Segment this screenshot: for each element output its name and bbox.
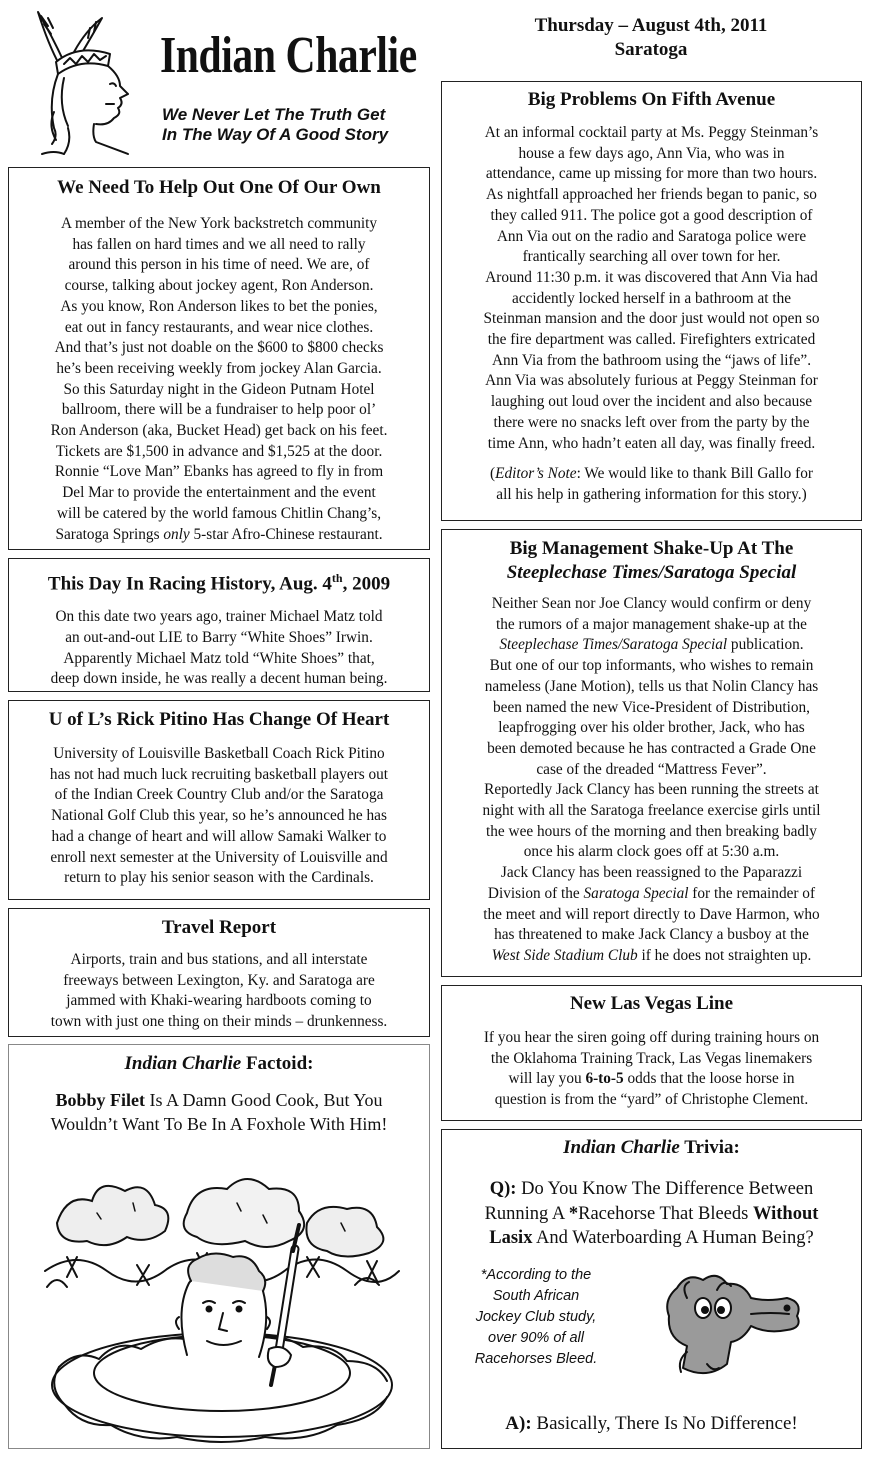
text-line: house a few days ago, Ann Via, who was in — [518, 144, 785, 162]
text-line: once his alarm clock goes off at 5:30 a.m. — [523, 843, 780, 861]
text-line: Saratoga Springs only 5-star Afro-Chinese restaurant. — [55, 525, 383, 543]
article-body — [9, 214, 429, 545]
text-line: Ron Anderson (aka, Bucket Head) get back on his feet. — [50, 422, 388, 440]
text-line: case of the dreaded “Mattress Fever”. — [536, 760, 767, 778]
text-line: time Ann, who hadn’t eaten all day, was finally freed. — [487, 434, 816, 452]
text-line: will be catered by the world famous Chitlin Chang’s, — [56, 504, 382, 522]
text-line: If you hear the siren going off during training hours on — [483, 1029, 820, 1046]
text-line: course, talking about jockey agent, Ron Anderson. — [64, 277, 374, 295]
text-line: leapfrogging over his older brother, Jack, who has — [498, 719, 805, 737]
article-body — [9, 607, 429, 690]
text-line: return to play his senior season with the Cardinals. — [64, 869, 374, 887]
text-line: Around 11:30 p.m. it was discovered that Ann Via had — [485, 268, 818, 286]
text-line: the fire department was called. Firefighters extricated — [487, 331, 816, 349]
trivia-question — [442, 1177, 861, 1251]
article-body — [9, 950, 429, 1033]
text-line: the wee hours of the morning and then breaking badly — [486, 822, 817, 840]
text-line: accidently locked herself in a bathroom at the — [511, 289, 792, 307]
text-line: question is from the “yard” of Christophe Clement. — [494, 1091, 809, 1109]
article-fifth-avenue — [441, 81, 862, 521]
masthead-logo — [8, 4, 158, 162]
text-line: A member of the New York backstretch community — [60, 215, 378, 232]
indian-head-icon — [8, 4, 158, 162]
text-line: National Golf Club this year, so he’s announced he has — [51, 807, 387, 825]
text-line: deep down inside, he was really a decent human being. — [50, 670, 388, 688]
article-title: U of L’s Rick Pitino Has Change Of Heart — [48, 709, 390, 730]
text-line: As you know, Ron Anderson likes to bet the ponies, — [60, 297, 378, 315]
masthead-tagline-2: In The Way Of A Good Story — [162, 125, 389, 144]
article-body — [9, 744, 429, 889]
text-line: has not had much luck recruiting basketball players out — [49, 765, 389, 783]
text-line: an out-and-out LIE to Barry “White Shoes” Irwin. — [65, 629, 373, 647]
text-line: town with just one thing on their minds – drunkenness. — [50, 1013, 388, 1031]
text-line: all his help in gathering information for this story.) — [496, 485, 807, 503]
text-line: Airports, train and bus stations, and all interstate — [70, 951, 368, 968]
text-line: has fallen on hard times and we all need to rally — [72, 235, 366, 253]
article-las-vegas-line — [441, 985, 862, 1121]
article-travel-report — [8, 908, 430, 1037]
text-line: Running A *Racehorse That Bleeds Without — [484, 1203, 819, 1224]
text-line: Ann Via from the bathroom using the “jaws of life”. — [491, 351, 812, 369]
text-line: West Side Stadium Club if he does not straighten up. — [491, 946, 812, 964]
text-line: Jack Clancy has been reassigned to the Paparazzi — [500, 864, 803, 882]
text-line: the meet and will report directly to Dave Harmon, who — [483, 905, 820, 923]
article-body — [442, 123, 861, 506]
text-line: around this person in his time of need. We are, of — [68, 256, 370, 274]
trivia-title: Indian Charlie Trivia: — [563, 1137, 740, 1158]
trivia-answer: A): Basically, There Is No Difference! — [505, 1413, 798, 1434]
text-line: will lay you 6-to-5 odds that the loose horse in — [508, 1070, 795, 1088]
text-line: the Oklahoma Training Track, Las Vegas linemakers — [490, 1049, 813, 1067]
text-line: enroll next semester at the University of Louisville and — [50, 848, 388, 866]
article-title: Travel Report — [161, 917, 277, 938]
text-line: Wouldn’t Want To Be In A Foxhole With Him! — [50, 1114, 388, 1134]
text-line: has threatened to make Jack Clancy a busboy at the — [494, 926, 809, 944]
article-title: We Need To Help Out One Of Our Own — [57, 177, 381, 198]
text-line: eat out in fancy restaurants, and wear nice clothes. — [64, 318, 374, 336]
text-line: Bobby Filet Is A Damn Good Cook, But You — [55, 1090, 383, 1110]
text-line: attendance, came up missing for more than two hours. — [485, 165, 818, 183]
issue-date: Thursday – August 4th, 2011 — [534, 15, 768, 36]
cartoon-horse-icon — [647, 1268, 807, 1386]
text-line: there were no snacks left over from the party by the — [493, 413, 810, 431]
text-line: laughing out loud over the incident and also because — [490, 393, 813, 411]
text-line: Ann Via out on the radio and Saratoga police were — [496, 227, 807, 245]
text-line: the rumors of a major management shake-up at the — [496, 615, 807, 633]
text-line: had a change of heart and will allow Samaki Walker to — [51, 827, 387, 845]
text-line: So this Saturday night in the Gideon Putnam Hotel — [63, 380, 375, 398]
trivia-footnote: *According to the South African Jockey Club study, over 90% of all Racehorses Bleed. — [474, 1267, 598, 1367]
article-title: Big Problems On Fifth Avenue — [527, 89, 776, 110]
text-line: Steeplechase Times/Saratoga Special publication. — [499, 636, 804, 654]
text-line: been named the new Vice-President of Distribution, — [493, 698, 810, 716]
article-body — [442, 594, 861, 967]
trivia-box — [441, 1129, 862, 1449]
text-line: frantically searching all over town for her. — [522, 248, 781, 266]
article-racing-history — [8, 558, 430, 692]
chef-foxhole-illustration — [37, 1153, 407, 1443]
text-line: Lasix And Waterboarding A Human Being? — [489, 1228, 814, 1248]
text-line: University of Louisville Basketball Coach Rick Pitino — [53, 745, 385, 762]
text-line: Del Mar to provide the entertainment and the event — [62, 484, 376, 502]
text-line: Apparently Michael Matz told “White Shoes” that, — [63, 649, 375, 667]
text-line: (Editor’s Note: We would like to thank Bill Gallo for — [490, 465, 813, 483]
text-line: And that’s just not doable on the $600 to $800 checks — [54, 339, 384, 357]
text-line: Division of the Saratoga Special for the remainder of — [487, 884, 816, 902]
text-line: of the Indian Creek Country Club and/or the Saratoga — [54, 786, 384, 804]
article-management-shakeup — [441, 529, 862, 977]
text-line: Tickets are $1,500 in advance and $1,525 at the door. — [55, 442, 383, 460]
text-line: jammed with Khaki-wearing hardboots coming to — [66, 992, 372, 1010]
text-line: Reportedly Jack Clancy has been running the streets at — [484, 781, 819, 799]
text-line: Ronnie “Love Man” Ebanks has agreed to fly in from — [54, 463, 384, 481]
text-line: ballroom, there will be a fundraiser to help poor ol’ — [61, 401, 377, 419]
text-line: As nightfall approached her friends began to panic, so — [486, 186, 817, 204]
factoid-box — [8, 1044, 430, 1449]
text-line: he’s been receiving weekly from jockey Alan Garcia. — [56, 359, 382, 377]
text-line: night with all the Saratoga freelance exercise girls until — [482, 802, 821, 820]
text-line: At an informal cocktail party at Ms. Peggy Steinman’s — [484, 124, 819, 141]
masthead-title: Indian Charlie — [160, 27, 417, 84]
article-title: Big Management Shake-Up At The Steeplechase Times/Saratoga Special — [506, 538, 797, 583]
text-line: been demoted because he has contracted a Grade One — [487, 739, 816, 757]
text-line: nameless (Jane Motion), tells us that Nolin Clancy has — [484, 677, 819, 695]
text-line: Ann Via was absolutely furious at Peggy Steinman for — [485, 372, 818, 390]
text-line: Steinman mansion and the door just would not open so — [483, 310, 820, 328]
text-line: Q): Do You Know The Difference Between — [489, 1179, 814, 1199]
article-body — [442, 1028, 861, 1111]
text-line: On this date two years ago, trainer Michael Matz told — [55, 608, 383, 626]
article-title: New Las Vegas Line — [569, 993, 734, 1014]
factoid-title: Indian Charlie Factoid: — [124, 1053, 314, 1074]
issue-location: Saratoga — [614, 39, 688, 60]
text-line: But one of our top informants, who wishes to remain — [489, 657, 814, 675]
text-line: freeways between Lexington, Ky. and Saratoga are — [63, 971, 375, 989]
text-line: they called 911. The police got a good description of — [490, 206, 813, 224]
article-help-ron-anderson — [8, 167, 430, 550]
factoid-body — [9, 1088, 429, 1136]
article-pitino — [8, 700, 430, 900]
masthead-tagline-1: We Never Let The Truth Get — [162, 105, 386, 124]
text-line: Neither Sean nor Joe Clancy would confirm or deny — [491, 595, 812, 612]
article-title: This Day In Racing History, Aug. 4th, 2009 — [47, 571, 391, 595]
